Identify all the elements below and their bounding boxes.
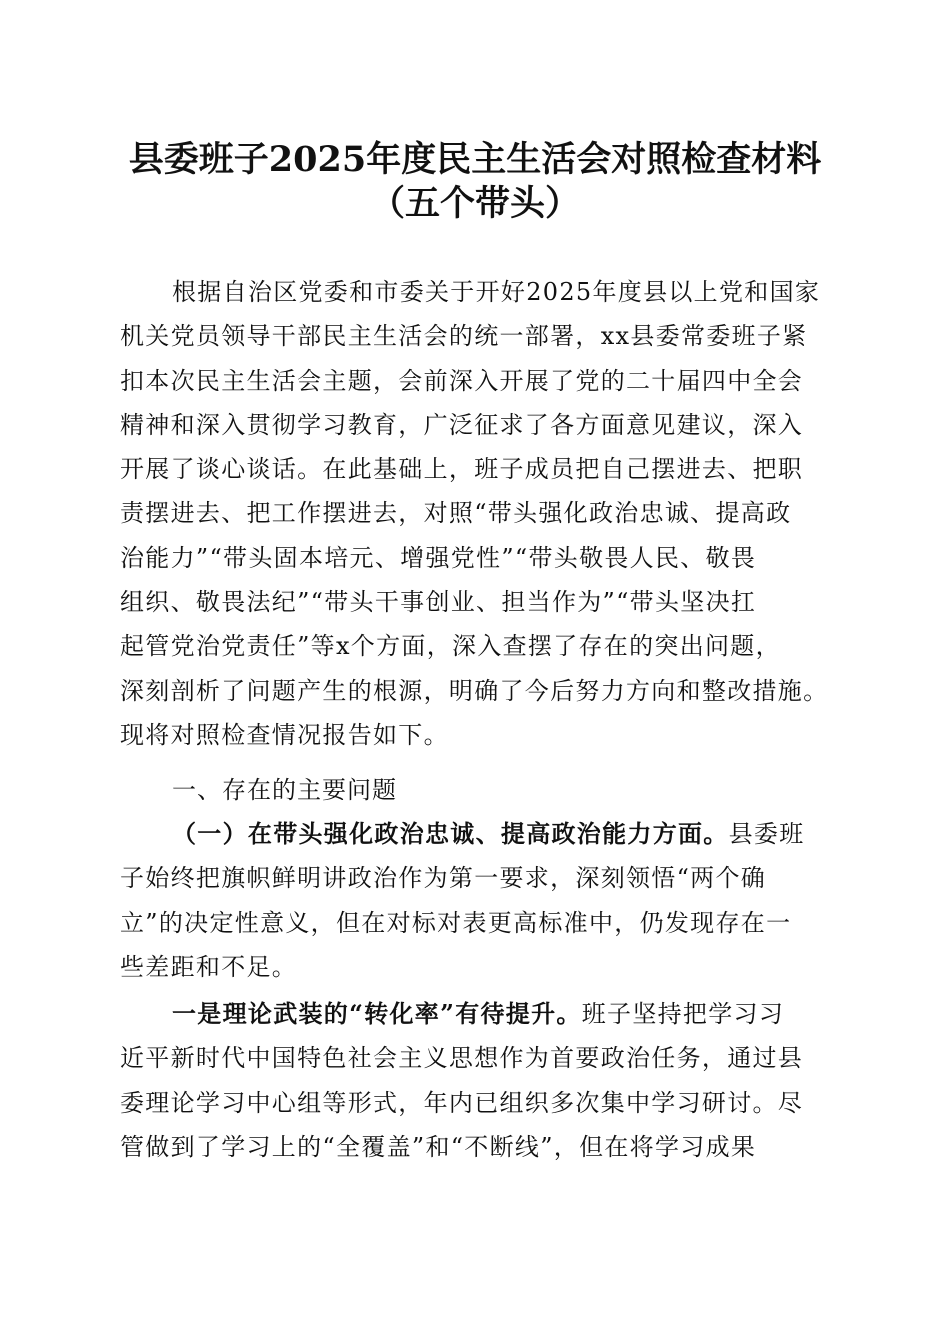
section-heading: 一、存在的主要问题 [172, 776, 397, 804]
paragraph-first-line [120, 812, 840, 856]
paragraph-line: 责摆进去、把工作摆进去，对照“带头强化政治忠诚、提高政 [120, 499, 792, 528]
paragraph-line: 开展了谈心谈话。在此基础上，班子成员把自己摆进去、把职 [120, 455, 804, 484]
paragraph-line: 立”的决定性意义，但在对标对表更高标准中，仍发现存在一 [120, 908, 792, 937]
intro-paragraph [120, 270, 840, 757]
subsection-heading: （一）在带头强化政治忠诚、提高政治能力方面。 [172, 819, 729, 848]
paragraph-line: 根据自治区党委和市委关于开好2025年度县以上党和国家 [172, 278, 821, 306]
paragraph-line: 委理论学习中心组等形式，年内已组织多次集中学习研讨。尽 [120, 1088, 804, 1117]
paragraph-line: 子始终把旗帜鲜明讲政治作为第一要求，深刻领悟“两个确 [120, 864, 767, 893]
point-heading: 一是理论武装的“转化率”有待提升。 [172, 999, 582, 1028]
paragraph-line: 扣本次民主生活会主题，会前深入开展了党的二十届四中全会 [120, 366, 804, 395]
document-subtitle: （五个带头） [369, 183, 580, 224]
paragraph-line: 近平新时代中国特色社会主义思想作为首要政治任务，通过县 [120, 1044, 804, 1073]
paragraph-line: 现将对照检查情况报告如下。 [120, 720, 449, 749]
paragraph-line: 机关党员领导干部民主生活会的统一部署，xx县委常委班子紧 [120, 322, 808, 351]
paragraph-line: 起管党治党责任”等x个方面，深入查摆了存在的突出问题， [120, 632, 781, 661]
point-paragraph [120, 992, 840, 1169]
subsection-paragraph [120, 812, 840, 989]
paragraph-line: 深刻剖析了问题产生的根源，明确了今后努力方向和整改措施。 [120, 676, 829, 705]
document-title: 县委班子2025年度民主生活会对照检查材料 [128, 139, 822, 180]
paragraph-line: 治能力”“带头固本培元、增强党性”“带头敬畏人民、敬畏 [120, 543, 757, 572]
paragraph-line: 组织、敬畏法纪”“带头干事创业、担当作为”“带头坚决扛 [120, 588, 757, 617]
paragraph-line: 精神和深入贯彻学习教育，广泛征求了各方面意见建议，深入 [120, 410, 804, 439]
paragraph-line: 些差距和不足。 [120, 952, 298, 981]
paragraph-first-line [120, 992, 840, 1036]
paragraph-line: 管做到了学习上的“全覆盖”和“不断线”，但在将学习成果 [120, 1132, 757, 1161]
paragraph-text: 县委班 [728, 820, 805, 848]
paragraph-text: 班子坚持把学习习 [581, 1000, 785, 1028]
